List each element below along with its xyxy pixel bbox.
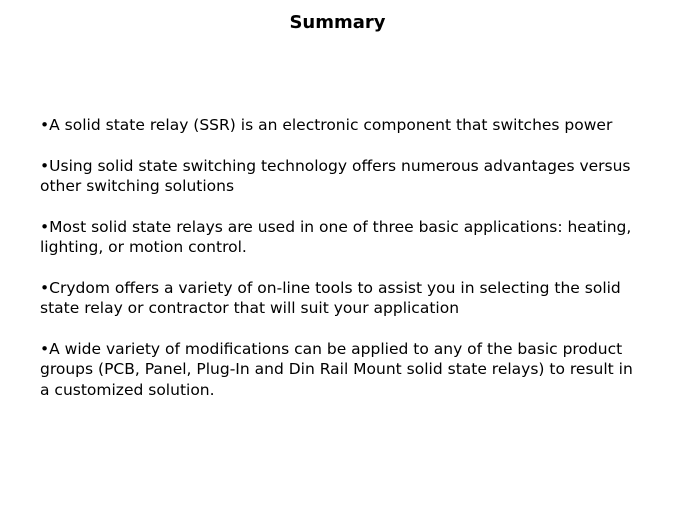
summary-bullet-list <box>40 115 640 420</box>
bullet-item <box>40 278 640 319</box>
bullet-marker: • <box>40 116 50 134</box>
bullet-text: A wide variety of modifications can be applied to any of the basic product groups (PCB, Panel, Plug-In and Din Rail Mount solid state relays) to result in a customized solution. <box>40 339 633 399</box>
bullet-item <box>40 156 640 197</box>
bullet-marker: • <box>40 278 50 297</box>
bullet-item <box>40 115 640 136</box>
bullet-text: Most solid state relays are used in one of three basic applications: heating, lighting, or motion control. <box>40 217 632 256</box>
bullet-text: A solid state relay (SSR) is an electronic component that switches power <box>49 116 613 134</box>
bullet-text: Using solid state switching technology offers numerous advantages versus other switching solutions <box>40 156 631 195</box>
bullet-marker: • <box>40 156 50 175</box>
bullet-marker: • <box>40 217 50 236</box>
bullet-text: Crydom offers a variety of on-line tools to assist you in selecting the solid state relay or contractor that will suit your application <box>40 278 621 317</box>
bullet-item <box>40 339 640 401</box>
bullet-marker: • <box>40 339 50 358</box>
slide-title: Summary <box>289 12 386 33</box>
bullet-item <box>40 217 640 258</box>
